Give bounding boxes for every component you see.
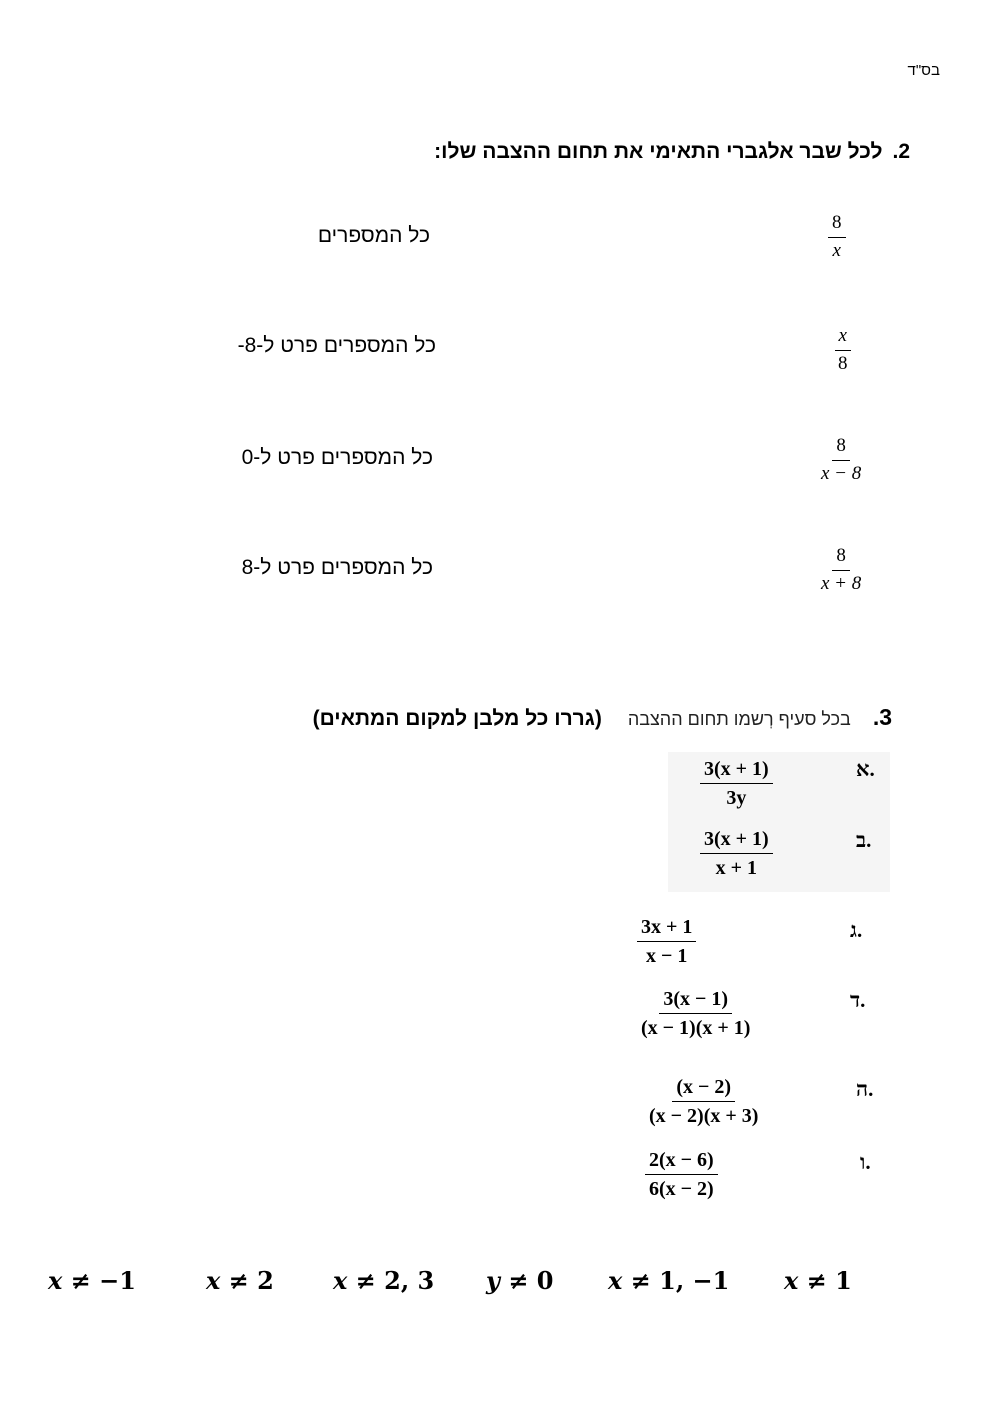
answer-tile-y-not-0[interactable]: y ≠ 0: [486, 1266, 554, 1295]
item-label: א.: [856, 757, 875, 781]
q2-option-except-minus-8[interactable]: כל המספרים פרט ל-8-: [237, 334, 436, 357]
q3-fraction: $\frac{3(x + 1)}{3y}$: [700, 757, 773, 810]
question-text: לכל שבר אלגברי התאימי את תחום ההצבה שלו:: [434, 140, 883, 163]
item-label: ג.: [850, 918, 863, 942]
drag-instruction: (גררו כל מלבן למקום המתאים): [312, 707, 602, 730]
q2-fraction: $\frac{8}{x}$: [828, 212, 846, 263]
q2-option-except-8[interactable]: כל המספרים פרט ל-8: [241, 556, 433, 579]
question-3-title: [313, 704, 892, 731]
q3-fraction: $\frac{2(x - 6)}{6(x - 2)}$: [645, 1148, 718, 1201]
question-text: בכל סעיף רְשמו תחום ההצבה: [627, 709, 851, 729]
question-2-title: [434, 140, 910, 164]
question-number: 2.: [892, 140, 910, 163]
q3-fraction: $\frac{3(x - 1)}{(x - 1)(x + 1)}$: [641, 988, 751, 1039]
answer-tile-x-not-minus-1[interactable]: x ≠ −1: [48, 1266, 136, 1295]
answer-tile-x-not-1-minus-1[interactable]: x ≠ 1, −1: [608, 1266, 730, 1295]
q3-fraction: $\frac{3x + 1}{x - 1}$: [637, 915, 696, 968]
answer-tile-x-not-1[interactable]: x ≠ 1: [784, 1266, 852, 1295]
answer-tile-x-not-2[interactable]: x ≠ 2: [206, 1266, 274, 1295]
q3-fraction: $\frac{3(x + 1)}{x + 1}$: [700, 827, 773, 880]
q2-fraction: $\frac{8}{x - 8}$: [821, 435, 862, 484]
header-mark: בס"ד: [907, 62, 940, 79]
question-number: 3.: [872, 704, 892, 730]
q2-option-except-0[interactable]: כל המספרים פרט ל-0: [241, 446, 433, 469]
q2-fraction: $\frac{8}{x + 8}$: [821, 545, 862, 594]
item-label: ו.: [860, 1150, 871, 1174]
item-label: ב.: [856, 828, 872, 852]
item-label: ה.: [856, 1077, 874, 1101]
item-label: ד.: [850, 988, 866, 1012]
q2-option-all-numbers[interactable]: כל המספרים: [317, 224, 430, 247]
q3-fraction: $\frac{(x - 2)}{(x - 2)(x + 3)}$: [649, 1076, 759, 1127]
answer-tile-x-not-2-3[interactable]: x ≠ 2, 3: [333, 1266, 435, 1295]
q2-fraction: $\frac{x}{8}$: [834, 325, 852, 376]
